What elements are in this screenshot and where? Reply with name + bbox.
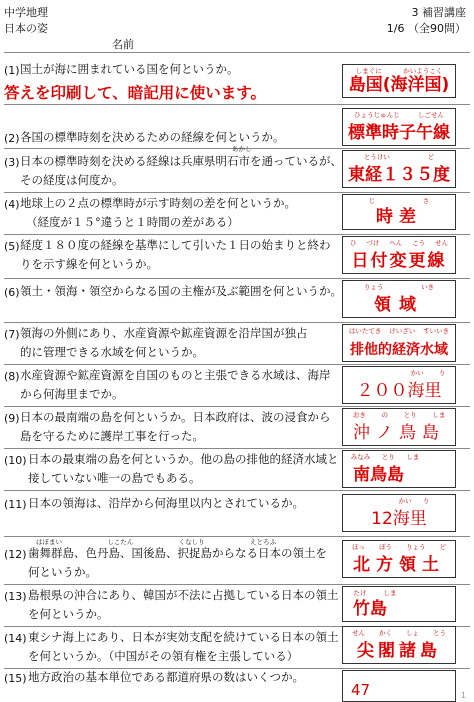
furigana: へん bbox=[389, 239, 403, 247]
furigana: ど bbox=[439, 543, 446, 551]
question-line: 島を守るために護岸工事を行った。 bbox=[20, 429, 204, 443]
furigana: ひ bbox=[349, 239, 357, 247]
answer-box bbox=[342, 108, 456, 146]
question-number: (4) bbox=[4, 198, 20, 211]
furigana: とり bbox=[381, 453, 395, 461]
page-indicator bbox=[387, 20, 466, 36]
question-line: 日本の標準時刻を決める経線は兵庫県明石市を通っているが、 bbox=[20, 154, 342, 168]
row-divider bbox=[4, 584, 470, 585]
ruby-annotation: しこたん bbox=[107, 538, 134, 546]
row-divider bbox=[4, 234, 470, 235]
furigana: かく bbox=[379, 629, 392, 637]
answer-box bbox=[342, 280, 456, 318]
answer-text: 時差 bbox=[376, 207, 422, 227]
furigana: しまぐに bbox=[355, 67, 382, 75]
answer-box bbox=[342, 670, 456, 702]
furigana: とう bbox=[433, 629, 446, 637]
question-text bbox=[28, 450, 338, 488]
answer-text: 竹島 bbox=[353, 599, 387, 619]
question-number: (6) bbox=[4, 286, 20, 299]
question-line: を何というか。（中国がその領有権を主張している） bbox=[28, 649, 299, 663]
question-line: 領土・領海・領空からなる国の主権が及ぶ範囲を何というか。 bbox=[20, 284, 342, 298]
furigana: り bbox=[438, 369, 446, 377]
furigana: ど bbox=[427, 153, 435, 161]
furigana: せん bbox=[435, 239, 448, 247]
header-divider bbox=[4, 52, 470, 53]
furigana: かい bbox=[398, 497, 412, 505]
row-divider bbox=[4, 322, 470, 323]
question-line: 東シナ海上にあり、日本が実効支配を続けている日本の領土 bbox=[28, 630, 339, 644]
question-line: 地方政治の基本単位である都道府県の数はいくつか。 bbox=[28, 670, 304, 684]
furigana: けいざい bbox=[389, 327, 416, 335]
question-text bbox=[20, 366, 330, 404]
answer-box bbox=[342, 194, 456, 230]
furigana: せん bbox=[352, 629, 365, 637]
furigana: とり bbox=[403, 411, 417, 419]
answer-text: ２００海里 bbox=[356, 381, 442, 401]
name-label: 名前 bbox=[112, 38, 134, 51]
row-divider bbox=[4, 490, 470, 491]
question-line: 経度１８０度の経線を基準にして引いた１日の始まりと終わ bbox=[20, 238, 331, 252]
furigana: りょう bbox=[363, 283, 384, 291]
answer-box bbox=[342, 150, 456, 188]
furigana: の bbox=[381, 411, 388, 419]
answer-box bbox=[342, 626, 456, 664]
question-line: から何海里までか。 bbox=[20, 387, 124, 401]
question-line: 接していない唯一の島でもある。 bbox=[28, 471, 201, 485]
question-number: (1) bbox=[4, 64, 20, 77]
question-number: (15) bbox=[4, 672, 27, 685]
question-line: 島根県の沖合にあり、韓国が不法に占拠している日本の領土 bbox=[28, 588, 339, 602]
furigana: すいいき bbox=[423, 327, 450, 335]
row-divider bbox=[4, 364, 470, 365]
furigana: しま bbox=[432, 411, 446, 419]
footer-page-number: 1 bbox=[460, 691, 466, 700]
answer-text: 南鳥島 bbox=[353, 465, 404, 485]
ruby-annotation: あかし bbox=[232, 145, 252, 153]
row-divider bbox=[4, 278, 470, 279]
furigana: しま bbox=[406, 453, 420, 461]
question-text bbox=[28, 494, 338, 513]
question-number: (10) bbox=[4, 454, 27, 467]
question-number: (5) bbox=[4, 240, 20, 253]
question-line: 地球上の２点の標準時が示す時刻の差を何というか。 bbox=[20, 196, 296, 210]
question-text bbox=[20, 60, 330, 79]
question-line: 歯舞群島、色丹島、国後島、択捉島からなる日本の領土を bbox=[28, 546, 327, 560]
furigana: みなみ bbox=[350, 453, 371, 461]
answer-text: 排他的経済水域 bbox=[350, 342, 448, 358]
question-text bbox=[20, 408, 330, 446]
question-text bbox=[20, 152, 342, 190]
answer-box bbox=[342, 64, 456, 98]
furigana: さ bbox=[422, 197, 430, 205]
question-number: (2) bbox=[4, 132, 20, 145]
furigana: ぽう bbox=[379, 543, 392, 551]
question-text bbox=[28, 544, 338, 582]
question-number: (11) bbox=[4, 498, 27, 511]
furigana: とうけい bbox=[363, 153, 390, 161]
question-number: (8) bbox=[4, 370, 20, 383]
question-line: 国土が海に囲まれている国を何というか。 bbox=[20, 62, 239, 76]
course-label: 3 補習講座 bbox=[411, 6, 466, 19]
question-number: (14) bbox=[4, 632, 27, 645]
answer-text: 12海里 bbox=[371, 509, 427, 529]
answer-text: 島国(海洋国) bbox=[348, 75, 450, 95]
question-total: （全90問） bbox=[408, 22, 466, 35]
question-line: 日本の領海は、沿岸から何海里以内とされているか。 bbox=[28, 496, 304, 510]
question-line: 水産資源や鉱産資源を自国のものと主張できる水域は、海岸 bbox=[20, 368, 331, 382]
furigana: しょ bbox=[406, 629, 419, 637]
furigana: おき bbox=[352, 411, 366, 419]
furigana: りょう bbox=[406, 543, 426, 551]
furigana: いき bbox=[421, 283, 435, 291]
unit-title: 日本の姿 bbox=[4, 22, 48, 35]
furigana: たけ bbox=[353, 589, 367, 597]
answer-text: 北方領土 bbox=[353, 555, 445, 575]
answer-text: 東経１３５度 bbox=[348, 165, 450, 185]
question-line: 何というか。 bbox=[28, 565, 97, 579]
question-text bbox=[20, 324, 330, 362]
furigana: づけ bbox=[366, 239, 380, 247]
answer-text: 尖閣諸島 bbox=[357, 641, 441, 661]
question-text bbox=[28, 668, 338, 687]
question-line: その経度は何度か。 bbox=[20, 173, 124, 187]
question-text bbox=[20, 194, 330, 232]
answer-furigana bbox=[345, 327, 453, 335]
answer-box bbox=[342, 366, 456, 404]
furigana: じ bbox=[368, 197, 376, 205]
answer-box bbox=[342, 586, 456, 622]
subject-label: 中学地理 bbox=[4, 6, 48, 19]
furigana: しま bbox=[383, 589, 397, 597]
question-line: 日本の最東端の島を何というか。他の島の排他的経済水域と bbox=[28, 452, 339, 466]
furigana: しごせん bbox=[417, 111, 444, 119]
instruction-text: 答えを印刷して、暗記用に使います。 bbox=[4, 84, 266, 102]
question-line: 日本の最南端の島を何というか。日本政府は、波の浸食から bbox=[20, 410, 331, 424]
answer-text: 沖ノ鳥島 bbox=[353, 423, 445, 443]
furigana: り bbox=[422, 497, 430, 505]
question-text bbox=[28, 586, 338, 624]
answer-box bbox=[342, 236, 456, 274]
answer-box bbox=[342, 494, 456, 532]
furigana: かい bbox=[410, 369, 424, 377]
furigana: ほっ bbox=[352, 543, 365, 551]
question-line: （経度が１５°違うと１時間の差がある） bbox=[26, 215, 239, 229]
answer-text: 標準時子午線 bbox=[348, 123, 450, 143]
furigana: かいようこく bbox=[403, 67, 443, 75]
question-number: (12) bbox=[4, 548, 27, 561]
question-number: (13) bbox=[4, 590, 27, 603]
row-divider bbox=[4, 192, 470, 193]
question-text bbox=[20, 236, 330, 274]
answer-box bbox=[342, 324, 456, 362]
row-divider bbox=[4, 448, 470, 449]
furigana: こう bbox=[412, 239, 426, 247]
answer-box bbox=[342, 450, 456, 488]
page-number: 1/6 bbox=[386, 22, 405, 35]
question-number: (9) bbox=[4, 412, 20, 425]
answer-text: 領域 bbox=[374, 295, 424, 315]
ruby-annotation: えとろふ bbox=[249, 538, 276, 546]
question-text bbox=[20, 282, 342, 301]
question-line: 各国の標準時刻を決めるための経線を何というか。 bbox=[20, 130, 285, 144]
answer-text: 47 bbox=[351, 681, 371, 699]
question-number: (7) bbox=[4, 328, 20, 341]
answer-box bbox=[342, 408, 456, 446]
answer-box bbox=[342, 540, 456, 578]
furigana: はいたてき bbox=[348, 327, 382, 335]
answer-text: 日付変更線 bbox=[351, 251, 447, 271]
row-divider bbox=[4, 104, 470, 105]
ruby-annotation: くなしり bbox=[178, 538, 205, 546]
furigana: ひょうじゅんじ bbox=[354, 111, 400, 119]
question-line: 領海の外側にあり、水産資源や鉱産資源を沿岸国が独占 bbox=[20, 326, 308, 340]
row-divider bbox=[4, 406, 470, 407]
ruby-annotation: はぼまい bbox=[36, 538, 62, 546]
question-text bbox=[20, 128, 330, 147]
question-text bbox=[28, 628, 338, 666]
question-number: (3) bbox=[4, 156, 20, 169]
question-line: 的に管理できる水域を何というか。 bbox=[20, 345, 204, 359]
question-line: を何というか。 bbox=[28, 607, 109, 621]
question-line: りを示す線を何というか。 bbox=[20, 257, 158, 271]
